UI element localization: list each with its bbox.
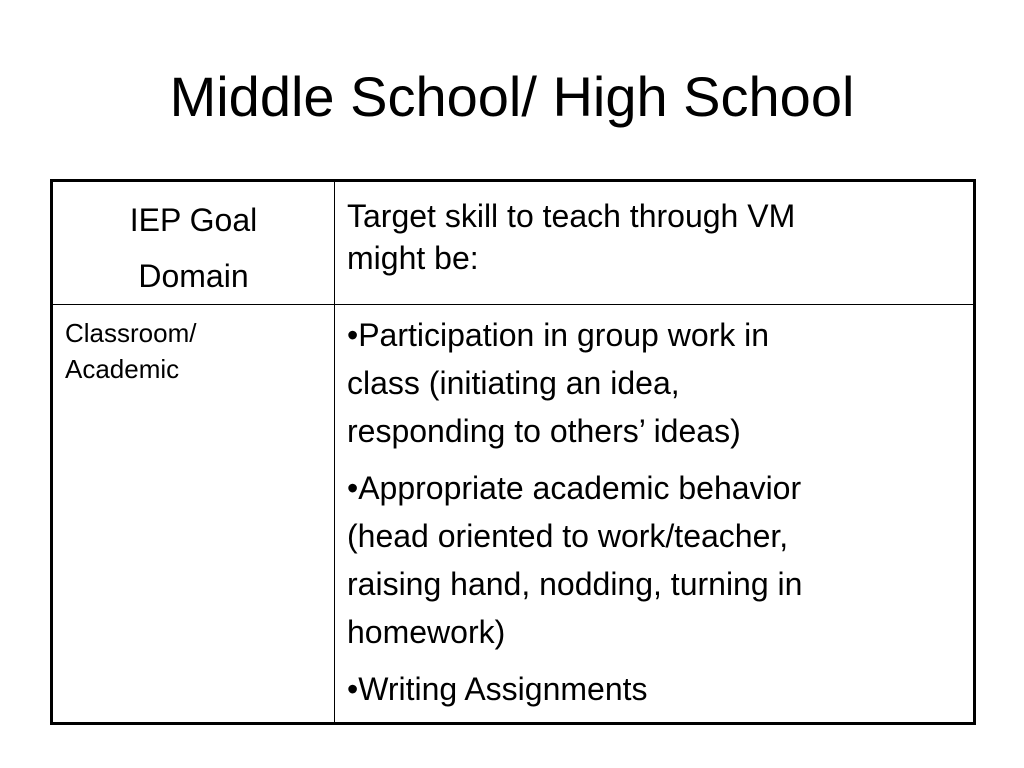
header-domain-line: IEP Goal	[129, 202, 258, 238]
skill-line: raising hand, nodding, turning in	[347, 566, 803, 602]
domain-line: Classroom/	[65, 318, 197, 348]
iep-goal-table	[50, 179, 976, 725]
skill-line: class (initiating an idea,	[347, 365, 680, 401]
skill-line: •Writing Assignments	[347, 671, 648, 707]
slide-title: Middle School/ High School	[169, 65, 855, 128]
skills-cell	[335, 305, 975, 724]
skill-item-academic-behavior	[347, 464, 961, 656]
header-cell-skill	[335, 181, 975, 305]
domain-line: Academic	[65, 354, 180, 384]
skill-line: •Appropriate academic behavior	[347, 470, 802, 506]
header-cell-domain	[52, 181, 335, 305]
skill-item-writing-assignments	[347, 665, 961, 713]
skill-line: responding to others’ ideas)	[347, 413, 741, 449]
table-row	[52, 305, 975, 724]
skill-line: (head oriented to work/teacher,	[347, 518, 789, 554]
skill-line: •Participation in group work in	[347, 317, 770, 353]
skill-line: homework)	[347, 614, 506, 650]
header-skill-line: might be:	[347, 240, 479, 276]
domain-cell	[52, 305, 335, 724]
header-domain-line: Domain	[138, 258, 249, 294]
header-skill-line: Target skill to teach through VM	[347, 198, 796, 234]
skill-item-group-work	[347, 311, 961, 455]
table-header-row	[52, 181, 975, 305]
